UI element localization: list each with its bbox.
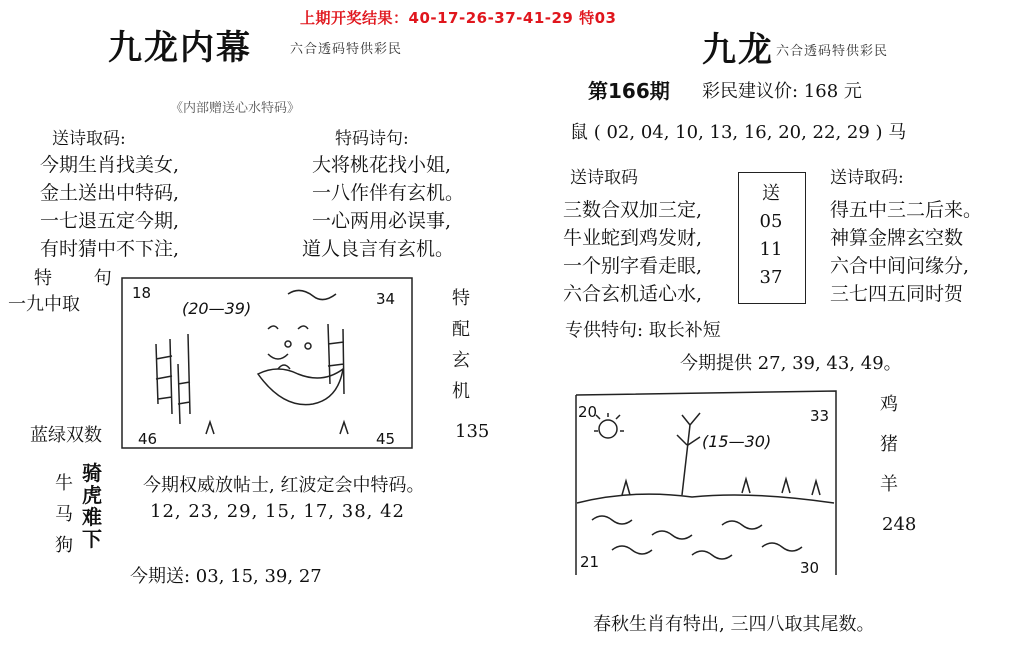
ride-char: 下 [82, 527, 102, 551]
vertical-char: 玄 [452, 350, 470, 371]
left-poem-header: 送诗取码: [52, 129, 126, 149]
price-label: 彩民建议价: 168 元 [702, 81, 862, 102]
left-verse-line: 一心两用必误事, [312, 210, 452, 232]
sketch-corner-tl: 18 [132, 284, 152, 302]
right-poem-line: 牛业蛇到鸡发财, [563, 227, 703, 249]
sketch-corner-tr: 34 [376, 290, 396, 308]
right-sketch [572, 385, 840, 580]
left-sketch-frame [122, 278, 412, 448]
right-verse-line: 得五中三二后来。 [830, 199, 983, 221]
jinqi-song: 今期送: 03, 15, 39, 27 [130, 566, 322, 587]
sketch-range: (15—30) [702, 432, 772, 451]
send-number-column [745, 180, 797, 292]
left-sketch [118, 274, 418, 454]
zodiac-char: 鸡 [880, 394, 898, 415]
teju-label: 特 句 [34, 268, 130, 289]
left-title: 九龙内幕 [108, 28, 252, 68]
right-subtitle: 六合透码特供彩民 [776, 44, 889, 59]
right-poem-header: 送诗取码 [570, 168, 638, 188]
zhuangong-line: 专供特句: 取长补短 [565, 320, 721, 341]
right-poem-line: 六合玄机适心水, [563, 283, 703, 305]
vertical-char: 配 [452, 319, 470, 340]
zodiac-column [880, 385, 898, 505]
right-title: 九龙 [702, 30, 774, 70]
quanwei-text: 今期权威放帖士, 红波定会中特码。 [143, 475, 425, 496]
sketch-corner-bl: 46 [138, 430, 158, 448]
right-poem-line: 三数合双加三定, [563, 199, 703, 221]
lanlv-label: 蓝绿双数 [30, 425, 102, 446]
left-verse-line: 一八作伴有玄机。 [312, 182, 465, 204]
vertical-char: 机 [452, 381, 470, 402]
number-248: 248 [882, 514, 917, 535]
jinqi-tigong: 今期提供 27, 39, 43, 49。 [680, 353, 902, 374]
sketch-corner-br: 45 [376, 430, 396, 448]
zodiac-char: 羊 [880, 474, 898, 495]
box-header: 送 [762, 183, 780, 204]
left-vertical-phrase [452, 283, 470, 407]
left-verse-line: 道人良言有玄机。 [302, 238, 455, 260]
left-subtitle: 六合透码特供彩民 [290, 42, 403, 57]
animal-char: 牛 [55, 473, 73, 494]
left-verse-line: 大将桃花找小姐, [312, 154, 452, 176]
last-draw-banner: 上期开奖结果：40-17-26-37-41-29 特03 [300, 9, 617, 27]
left-verse-header: 特码诗句: [335, 129, 409, 149]
secret-label: 《内部赠送心水特码》 [170, 101, 301, 116]
right-verse-line: 三七四五同时贺 [830, 283, 964, 305]
right-poem-line: 一个别字看走眼, [563, 255, 703, 277]
issue-number: 第166期 [588, 79, 670, 103]
right-footer: 春秋生肖有特出, 三四八取其尾数。 [593, 614, 875, 635]
box-number: 05 [759, 211, 783, 232]
number-135: 135 [455, 421, 490, 442]
animal-char: 狗 [55, 535, 73, 556]
right-verse-line: 六合中间问缘分, [830, 255, 970, 277]
quanwei-numbers: 12, 23, 29, 15, 17, 38, 42 [150, 501, 405, 522]
right-verse-line: 神算金牌玄空数 [830, 227, 964, 249]
sketch-corner-tl: 20 [578, 403, 598, 421]
rat-line: 鼠 ( 02, 04, 10, 13, 16, 20, 22, 29 ) 马 [570, 122, 907, 143]
sketch-corner-bl: 21 [580, 553, 600, 571]
ride-char: 虎 [82, 483, 102, 507]
ride-char: 难 [82, 505, 102, 529]
sketch-range: (20—39) [182, 299, 252, 318]
zodiac-char: 猪 [880, 434, 898, 455]
sketch-corner-br: 30 [800, 559, 820, 577]
left-animal-column [55, 468, 73, 561]
left-poem-line: 今期生肖找美女, [40, 154, 180, 176]
left-poem-line: 金土送出中特码, [40, 182, 180, 204]
box-number: 11 [759, 239, 783, 260]
ride-char: 骑 [82, 461, 102, 485]
animal-char: 马 [55, 504, 73, 525]
right-verse-header: 送诗取码: [830, 168, 904, 188]
box-number: 37 [759, 267, 783, 288]
sketch-corner-tr: 33 [810, 407, 830, 425]
ride-tiger-column [82, 462, 102, 550]
left-poem-line: 有时猜中不下注, [40, 238, 180, 260]
vertical-char: 特 [452, 288, 470, 309]
left-poem-line: 一七退五定今期, [40, 210, 180, 232]
yijiu-label: 一九中取 [8, 294, 80, 315]
